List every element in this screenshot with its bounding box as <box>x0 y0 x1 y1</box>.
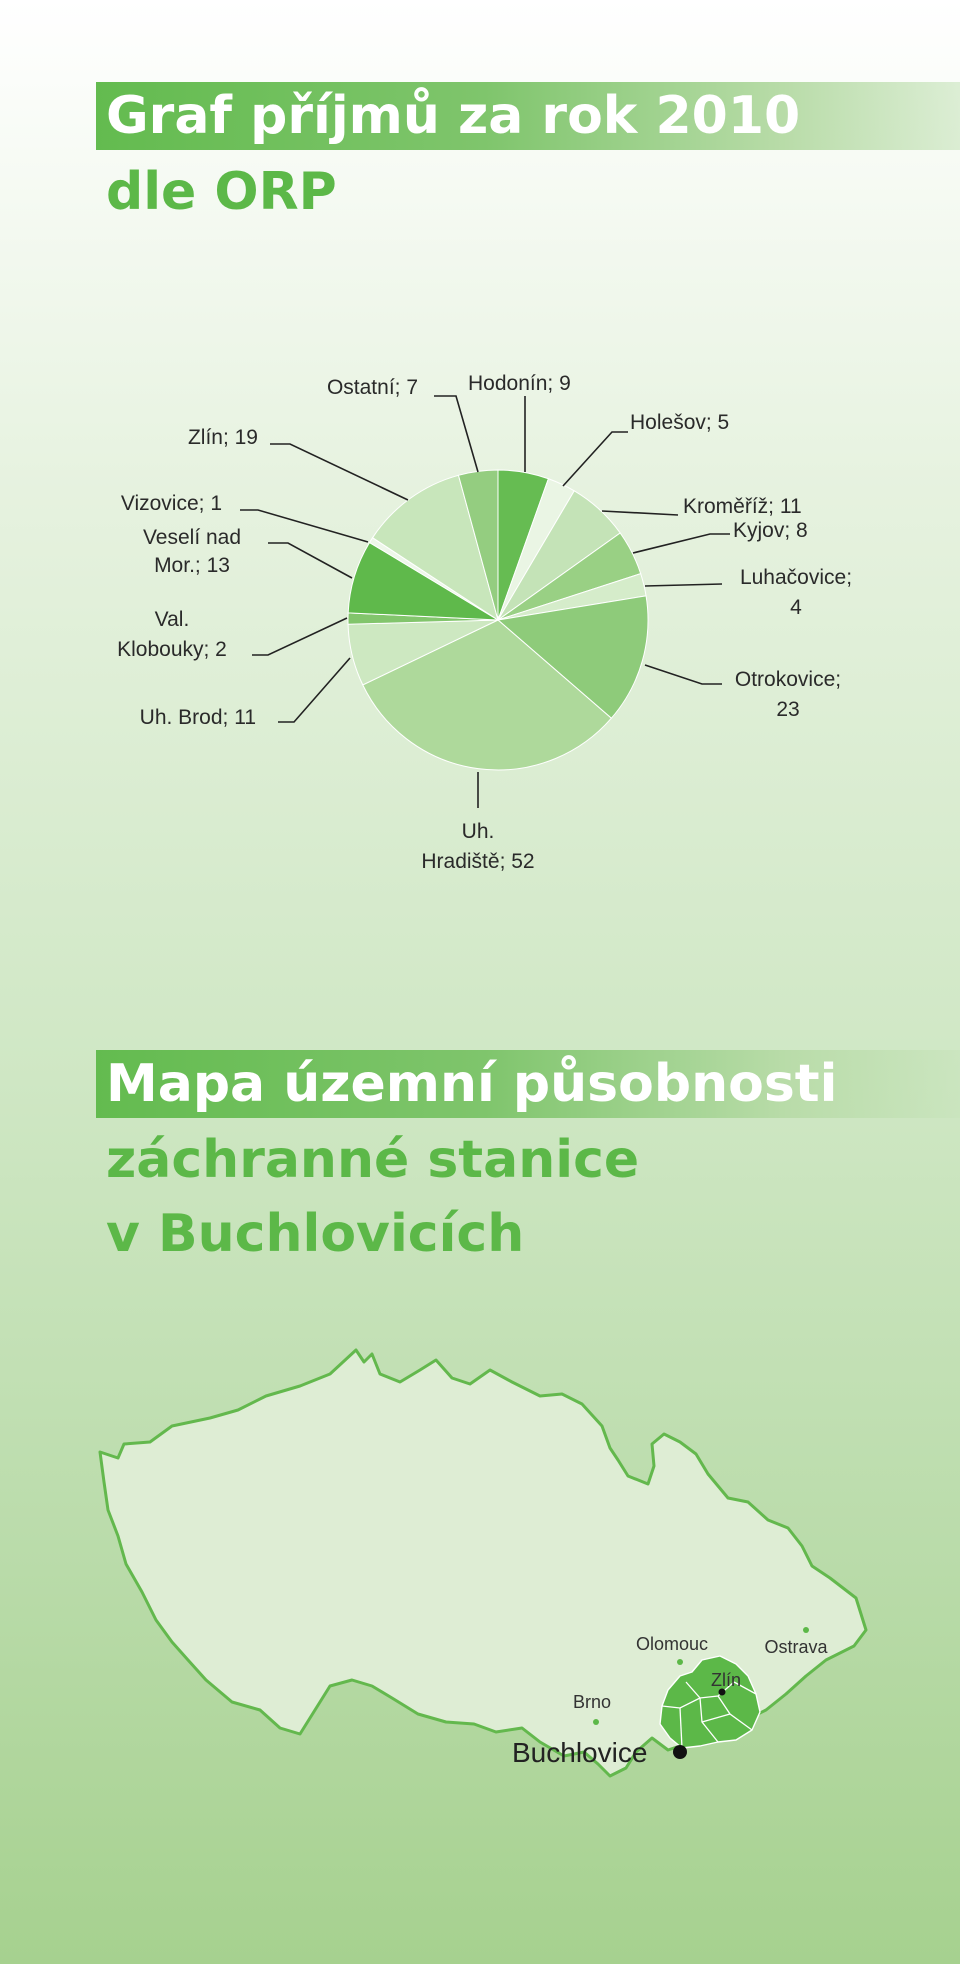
label-uh-brod: Uh. Brod; 11 <box>139 706 256 729</box>
zlin-label: Zlín <box>710 1670 742 1690</box>
olomouc-dot <box>677 1659 683 1665</box>
label-ostatni: Ostatní; 7 <box>326 376 418 399</box>
leader-luhacovice <box>645 584 722 586</box>
leader-zlin <box>270 444 408 500</box>
leader-kromeriz <box>602 511 678 515</box>
czech-map <box>0 1330 960 1850</box>
label-holesov: Holešov; 5 <box>630 411 730 434</box>
map-title-line2: záchranné stanice <box>106 1130 640 1190</box>
label-hodonin: Hodonín; 9 <box>468 372 571 395</box>
label-veseli: Veselí nad Mor.; 13 <box>142 526 242 577</box>
leader-vizovice <box>240 510 368 542</box>
label-otrokovice: Otrokovice; 23 <box>734 668 842 721</box>
buchlovice-label: Buchlovice <box>512 1737 648 1768</box>
leader-kyjov <box>633 534 730 553</box>
leader-holesov <box>563 432 628 486</box>
leader-uh-brod <box>278 658 350 722</box>
brno-dot <box>593 1719 599 1725</box>
leader-ostatni <box>434 396 478 472</box>
label-kyjov: Kyjov; 8 <box>733 519 808 542</box>
olomouc-label: Olomouc <box>635 1634 709 1654</box>
buchlovice-dot <box>673 1745 687 1759</box>
ostrava-dot <box>803 1627 809 1633</box>
leader-veseli <box>268 543 352 578</box>
brno-label: Brno <box>572 1692 612 1712</box>
leader-val-klobouky <box>252 618 347 655</box>
label-luhacovice: Luhačovice; 4 <box>739 566 853 619</box>
chart-title-line2: dle ORP <box>106 162 337 222</box>
leader-otrokovice <box>645 665 722 684</box>
map-title-line1: Mapa územní působnosti <box>106 1054 838 1114</box>
label-kromeriz: Kroměříž; 11 <box>683 495 802 518</box>
label-val-klobouky: Val. Klobouky; 2 <box>117 608 227 661</box>
label-vizovice: Vizovice; 1 <box>120 492 222 515</box>
pie-chart <box>0 330 960 890</box>
label-uh-hradiste: Uh. Hradiště; 52 <box>421 820 535 873</box>
map-title-line3: v Buchlovicích <box>106 1204 525 1264</box>
label-zlin: Zlín; 19 <box>187 426 258 449</box>
ostrava-label: Ostrava <box>764 1637 828 1657</box>
chart-title-line1: Graf příjmů za rok 2010 <box>106 86 801 146</box>
